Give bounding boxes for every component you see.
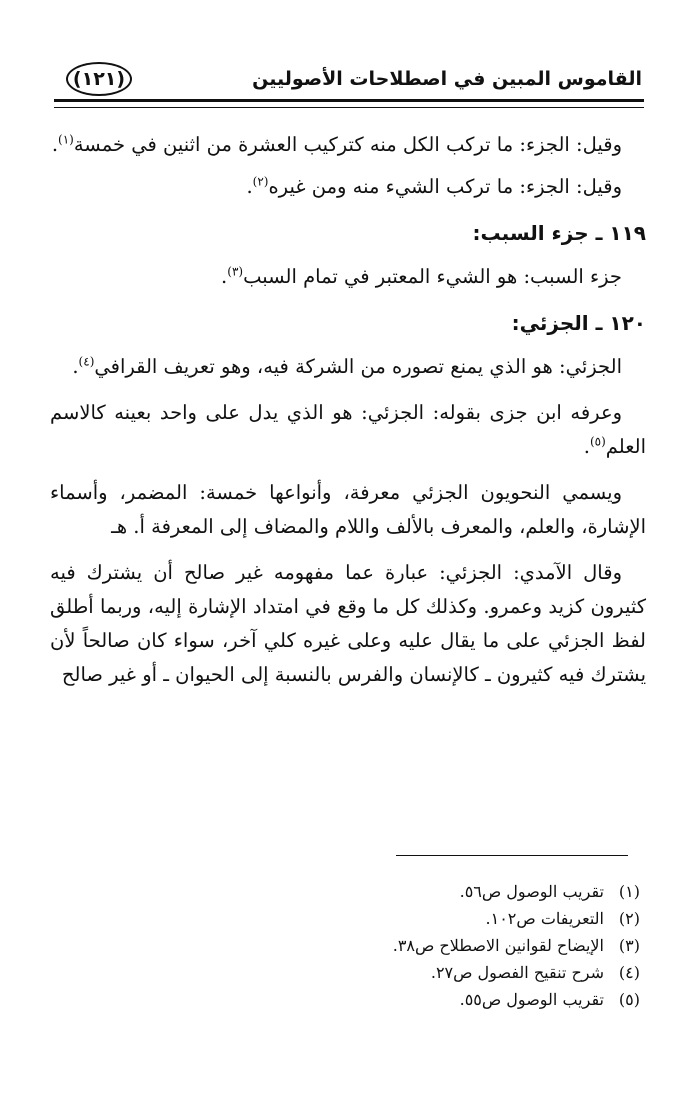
paragraph-end: . — [72, 355, 79, 378]
paragraph-juz-sabab — [50, 260, 646, 294]
main-text — [50, 128, 646, 704]
paragraph-text: وقيل: الجزء: ما تركب الكل منه كتركيب العشرة من اثنين في خمسة — [73, 133, 622, 156]
paragraph-text: وقيل: الجزء: ما تركب الشيء منه ومن غيره — [268, 175, 622, 198]
paragraph-text: وعرفه ابن جزى بقوله: الجزئي: هو الذي يدل على واحد بعينه كالاسم العلم — [50, 401, 646, 458]
footnote-item — [200, 959, 640, 986]
footnote-number: (٢) — [618, 909, 640, 928]
footnote-item — [200, 986, 640, 1013]
paragraph-amidi: وقال الآمدي: الجزئي: عبارة عما مفهومه غير صالح أن يشترك فيه كثيرون كزيد وعمرو. وكذلك كل ما وقع في امتداد الإشارة إليه، وربما أطلق لفظ الجزئي على ما يقال عليه وعلى غيره كلي آخر، سواء كان صالحاً لأن يشترك فيه كثيرون ـ كالإنسان والفرس بالنسبة إلى الحيوان ـ أو غير صالح — [50, 561, 646, 686]
paragraph-ibn-juzay — [50, 396, 646, 464]
page-number: (١٢١) — [66, 62, 132, 96]
footnote-item — [200, 878, 640, 905]
paragraph-juz-definition-2 — [50, 170, 646, 204]
footnotes-list — [200, 878, 640, 1013]
entry-heading-119: ١١٩ ـ جزء السبب: — [472, 221, 646, 245]
footnote-text: تقريب الوصول ص٥٦. — [459, 882, 604, 901]
footnote-text: تقريب الوصول ص٥٥. — [459, 990, 604, 1009]
header-rule-thin — [54, 107, 644, 108]
paragraph-juzi-definition — [50, 350, 646, 384]
footnote-text: الإيضاح لقوانين الاصطلاح ص٣٨. — [392, 936, 604, 955]
page-header — [56, 60, 642, 94]
paragraph-nahwiyyun: ويسمي النحويون الجزئي معرفة، وأنواعها خمسة: المضمر، وأسماء الإشارة، والعلم، والمعرف بالألف واللام والمضاف إلى المعرفة أ. هـ — [50, 481, 646, 538]
paragraph-text: الجزئي: هو الذي يمنع تصوره من الشركة فيه، وهو تعريف القرافي — [94, 355, 622, 378]
footnote-ref-5: (٥) — [589, 434, 606, 449]
paragraph-juz-definition-1 — [50, 128, 646, 162]
footnote-text: شرح تنقيح الفصول ص٢٧. — [430, 963, 604, 982]
footnote-ref-3: (٣) — [227, 264, 244, 279]
footnote-number: (٥) — [618, 990, 640, 1009]
footnote-number: (١) — [618, 882, 640, 901]
paragraph-end: . — [221, 265, 228, 288]
footnote-ref-2: (٢) — [252, 174, 269, 189]
footnote-ref-1: (١) — [58, 132, 74, 147]
footnote-text: التعريفات ص١٠٢. — [485, 909, 604, 928]
footnote-item — [200, 932, 640, 959]
footnote-number: (٣) — [618, 936, 640, 955]
footnote-number: (٤) — [618, 963, 640, 982]
paragraph-end: . — [246, 175, 253, 198]
paragraph-end: . — [583, 435, 590, 458]
footnote-item — [200, 905, 640, 932]
footnote-separator — [396, 855, 628, 856]
paragraph-end: . — [51, 133, 59, 156]
running-title: القاموس المبين في اصطلاحات الأصوليين — [252, 68, 642, 90]
paragraph-text: جزء السبب: هو الشيء المعتبر في تمام السبب — [243, 265, 622, 288]
entry-heading-120: ١٢٠ ـ الجزئي: — [511, 311, 646, 335]
header-rule-thick — [54, 99, 644, 102]
footnote-ref-4: (٤) — [78, 354, 95, 369]
